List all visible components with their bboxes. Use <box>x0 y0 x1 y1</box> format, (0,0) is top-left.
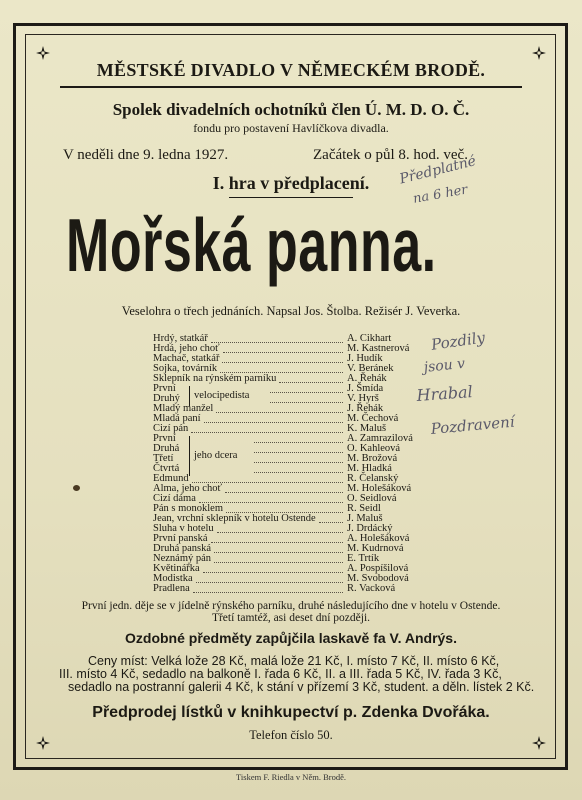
cast-role: Druhá <box>153 443 180 454</box>
cast-actor: A. Cikhart <box>347 333 392 344</box>
cast-role: Květinářka <box>153 563 200 574</box>
cast-role: První <box>153 383 176 394</box>
dot-leader <box>193 592 343 593</box>
cast-actor: M. Svobodová <box>347 573 409 584</box>
cast-actor: M. Kastnerová <box>347 343 410 354</box>
dot-leader <box>203 572 343 573</box>
telephone: Telefon číslo 50. <box>249 728 333 742</box>
inner-border <box>25 34 556 759</box>
dot-leader <box>222 362 343 363</box>
dot-leader <box>254 472 343 473</box>
brace <box>189 436 190 476</box>
cast-role: První panská <box>153 533 208 544</box>
cast-actor: J. Hudík <box>347 353 383 364</box>
dot-leader <box>270 392 343 393</box>
handwritten-note: Hrabal <box>416 382 474 405</box>
cast-role: První <box>153 433 176 444</box>
dot-leader <box>319 522 343 523</box>
cast-role: Neznámý pán <box>153 553 212 564</box>
cast-actor: O. Seidlová <box>347 493 397 504</box>
dot-leader <box>254 442 343 443</box>
cast-actor: M. Kudrnová <box>347 543 404 554</box>
cast-actor: R. Čelanský <box>347 473 399 484</box>
cast-actor: O. Kahleová <box>347 443 401 454</box>
dot-leader <box>191 432 343 433</box>
cast-actor: R. Seidl <box>347 503 381 514</box>
cast-actor: V. Hyrš <box>347 393 379 404</box>
divider <box>229 197 353 198</box>
handwritten-note: Pozdravení <box>430 412 516 438</box>
handwritten-note: Předplatné <box>398 153 478 188</box>
start-time: Začátek o půl 8. hod. več. <box>313 147 468 163</box>
price-line: III. místo 4 Kč, sedadlo na balkoně I. řada 6 Kč, II. a III. řada 5 Kč, IV. řada 3 Kč, <box>59 667 502 681</box>
brace-label: jeho dcera <box>194 450 238 461</box>
ornament-icon <box>36 46 50 60</box>
cast-role: Jean, vrchní sklepník v hotelu Ostende <box>153 513 316 524</box>
dot-leader <box>216 412 343 413</box>
cast-role: Cizí pán <box>153 423 189 434</box>
cast-actor: V. Beránek <box>347 363 394 374</box>
dot-leader <box>211 342 343 343</box>
cast-role: Mladý manžel <box>153 403 214 414</box>
printer-credit: Tiskem F. Riedla v Něm. Brodě. <box>236 772 346 782</box>
dot-leader <box>254 462 343 463</box>
cast-actor: M. Holešáková <box>347 483 412 494</box>
cast-role: Pradlena <box>153 583 190 594</box>
ink-blot <box>73 485 80 491</box>
divider <box>60 86 522 88</box>
cast-role: Druhá panská <box>153 543 212 554</box>
cast-role: Cizí dáma <box>153 493 196 504</box>
cast-role: Mladá paní <box>153 413 201 424</box>
price-line: Ceny míst: Velká lože 28 Kč, malá lože 21 Kč, I. místo 7 Kč, II. místo 6 Kč, <box>88 654 500 668</box>
price-line: sedadlo na postranní galerii 4 Kč, k stání v přízemí 3 Kč, student. a děln. lístek 2 Kč. <box>68 680 535 694</box>
presale-info: Předprodej lístků v knihkupectví p. Zdenka Dvořáka. <box>92 704 490 721</box>
cast-actor: J. Drdácký <box>347 523 393 534</box>
cast-actor: M. Hladká <box>347 463 392 474</box>
cast-actor: A. Pospíšilová <box>347 563 409 574</box>
brace-label: velocipedista <box>194 390 250 401</box>
dot-leader <box>270 402 343 403</box>
cast-role: Hrdá, jeho choť <box>153 343 220 354</box>
fund-line: fondu pro postavení Havlíčkova divadla. <box>193 121 389 135</box>
cast-role: Edmund <box>153 473 189 484</box>
cast-actor: J. Šmída <box>347 383 384 394</box>
brace <box>189 386 190 406</box>
handwritten-note: na 6 her <box>412 182 469 207</box>
dot-leader <box>214 552 343 553</box>
handwritten-note: jsou v <box>423 355 466 376</box>
cast-actor: R. Vacková <box>347 583 396 594</box>
cast-role: Sluha v hotelu <box>153 523 214 534</box>
cast-role: Třetí <box>153 453 174 464</box>
cast-actor: E. Trtík <box>347 553 380 564</box>
play-title: Mořská panna. <box>66 204 437 289</box>
cast-role: Hrdý, statkář <box>153 333 208 344</box>
subscription-series: I. hra v předplacení. <box>212 173 370 193</box>
dot-leader <box>225 492 343 493</box>
dot-leader <box>254 452 343 453</box>
theatre-name: MĚSTSKÉ DIVADLO V NĚMECKÉM BRODĚ. <box>96 60 486 80</box>
handwritten-note: Pozdily <box>430 328 487 354</box>
cast-role: Machač, statkář <box>153 353 220 364</box>
cast-role: Pán s monoklem <box>153 503 223 514</box>
dot-leader <box>204 422 343 423</box>
cast-role: Sklepník na rýnském parníku <box>153 373 277 384</box>
dot-leader <box>214 562 343 563</box>
cast-actor: A. Řehák <box>347 373 387 384</box>
play-subtitle: Veselohra o třech jednáních. Napsal Jos. Štolba. Režisér J. Veverka. <box>121 304 461 318</box>
cast-actor: M. Čechová <box>347 413 399 424</box>
cast-role: Modistka <box>153 573 193 584</box>
society-name: Spolek divadelních ochotníků člen Ú. M. D. O. Č. <box>112 100 470 119</box>
cast-actor: J. Maluš <box>347 513 383 524</box>
dot-leader <box>223 352 343 353</box>
ornament-icon <box>532 46 546 60</box>
scene-note: První jedn. děje se v jídelně rýnského parníku, druhé následujícího dne v hotelu v Ostende. <box>81 600 501 612</box>
cast-role: Čtvrtá <box>153 463 180 474</box>
cast-actor: K. Maluš <box>347 423 387 434</box>
cast-actor: M. Brožová <box>347 453 398 464</box>
dot-leader <box>279 382 343 383</box>
dot-leader <box>196 582 343 583</box>
performance-date: V neděli dne 9. ledna 1927. <box>63 147 229 163</box>
cast-role: Druhý <box>153 393 180 404</box>
dot-leader <box>211 542 343 543</box>
cast-role: Sojka, továrník <box>153 363 218 374</box>
cast-actor: A. Holešáková <box>347 533 410 544</box>
dot-leader <box>217 532 343 533</box>
props-credit: Ozdobné předměty zapůjčila laskavě fa V. Andrýs. <box>125 630 457 646</box>
scene-note: Třetí tamtéž, asi deset dní později. <box>211 612 371 624</box>
cast-actor: A. Zamrazilová <box>347 433 413 444</box>
cast-role: Alma, jeho choť <box>153 483 222 494</box>
cast-actor: J. Řehák <box>347 403 384 414</box>
